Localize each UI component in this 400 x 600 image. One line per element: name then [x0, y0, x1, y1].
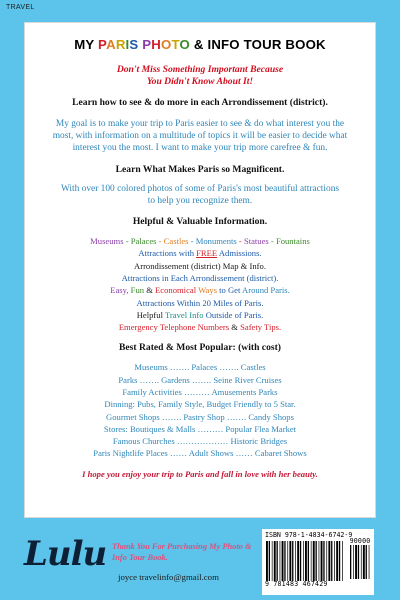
contact-email: joyce travelinfo@gmail.com — [118, 572, 219, 582]
popular-list — [37, 361, 363, 459]
separator: - — [123, 236, 131, 247]
category-label: TRAVEL — [6, 4, 35, 11]
popular-line: Stores: Boutiques & Malls ……… Popular Flea Market — [103, 423, 297, 434]
back-cover-panel — [24, 22, 376, 518]
info-ways: Ways — [196, 285, 217, 296]
info-line-map: Arrondissement (district) Map & Info. — [134, 260, 266, 271]
info-museums: Museums — [90, 236, 124, 247]
info-free: FREE — [196, 248, 218, 259]
info-line-travel-info — [37, 309, 363, 321]
info-amp: & — [144, 285, 153, 296]
popular-line: Gourmet Shops ……. Pastry Shop ……. Candy Shops — [106, 411, 294, 422]
tagline — [37, 64, 363, 88]
title-part-my: MY — [74, 37, 99, 52]
ean-barcode-graphic — [265, 541, 345, 581]
info-line-emergency — [37, 321, 363, 333]
barcode-bars — [265, 537, 371, 581]
info-economical: Economical — [152, 285, 197, 296]
info-outside: Outside of Paris. — [203, 309, 264, 320]
isbn-barcode — [262, 529, 374, 595]
popular-line: Paris Nightlife Places …… Adult Shows …… Cabaret Shows — [93, 448, 307, 459]
popular-line: Dinning: Pubs, Family Style, Budget Friendly to 5 Star. — [104, 399, 296, 410]
info-to-get: to Get — [216, 285, 241, 296]
separator: - — [236, 236, 244, 247]
lulu-logo: Lulu — [24, 534, 107, 574]
separator: - — [268, 236, 276, 247]
info-line-ways — [37, 284, 363, 296]
title-part-paris-photo: PARIS PHOTO — [98, 37, 190, 52]
book-title — [37, 37, 363, 52]
info-line-free-admissions — [37, 247, 363, 259]
info-fun: Fun — [128, 285, 145, 296]
intro-paragraph: My goal is to make your trip to Paris easier to see & do what interest you the most, with information on a multitude of topics it will be easier to decide what interest you the most. I want to make your trip more carefree & fun. — [52, 119, 348, 154]
info-fountains: Fountains — [275, 236, 310, 247]
photos-paragraph: With over 100 colored photos of some of Paris's most beautiful attractions to help you recognize them. — [60, 183, 340, 206]
thank-you-note: Thank You For Purchasing My Photo & Info Tour Book. — [112, 542, 252, 562]
info-emergency: Emergency Telephone Numbers — [118, 322, 230, 333]
info-monuments: Monuments — [195, 236, 237, 247]
info-list — [37, 235, 363, 333]
info-line-attractions-types — [37, 235, 363, 247]
tagline-line-1: Don't Miss Something Important Because — [116, 64, 284, 75]
info-safety: Safety Tips. — [240, 322, 282, 333]
learn-heading: Learn how to see & do more in each Arrondissement (district). — [72, 97, 328, 108]
tagline-line-2: You Didn't Know About It! — [146, 76, 254, 87]
closing-line: I hope you enjoy your trip to Paris and fall in love with her beauty. — [82, 468, 318, 479]
popular-line: Museums ……. Palaces ……. Castles — [134, 362, 266, 373]
info-around-paris: Around Paris. — [240, 285, 290, 296]
info-castles: Castles — [163, 236, 189, 247]
isbn-text: ISBN 978-1-4834-6742-9 — [265, 531, 353, 539]
info-free-suffix: Admissions. — [217, 248, 262, 259]
popular-line: Parks ……. Gardens ……. Seine River Cruises — [118, 374, 282, 385]
info-palaces: Palaces — [130, 236, 157, 247]
title-part-info-tour-book: & INFO TOUR BOOK — [190, 37, 326, 52]
info-line-20-miles: Attractions Within 20 Miles of Paris. — [136, 297, 264, 308]
price-code: 90000 — [349, 537, 371, 545]
info-line-each-district: Attractions in Each Arrondissement (district). — [121, 272, 279, 283]
separator: - — [188, 236, 196, 247]
barcode-number: 9 781483 467429 — [265, 580, 328, 588]
info-amp-2: & — [229, 322, 241, 333]
popular-line: Famous Churches ……………… Historic Bridges — [112, 436, 288, 447]
separator: - — [156, 236, 164, 247]
info-helpful: Helpful — [136, 309, 163, 320]
magnificent-heading: Learn What Makes Paris so Magnificent. — [115, 163, 285, 175]
helpful-heading: Helpful & Valuable Information. — [132, 216, 268, 228]
addon-barcode-graphic — [349, 545, 371, 579]
info-statues: Statues — [243, 236, 269, 247]
info-easy: Easy, — [110, 285, 129, 296]
best-heading: Best Rated & Most Popular: (with cost) — [118, 342, 281, 354]
info-travel: Travel Info — [162, 309, 204, 320]
info-free-prefix: Attractions with — [138, 248, 197, 259]
popular-line: Family Activities ……… Amusements Parks — [122, 386, 278, 397]
